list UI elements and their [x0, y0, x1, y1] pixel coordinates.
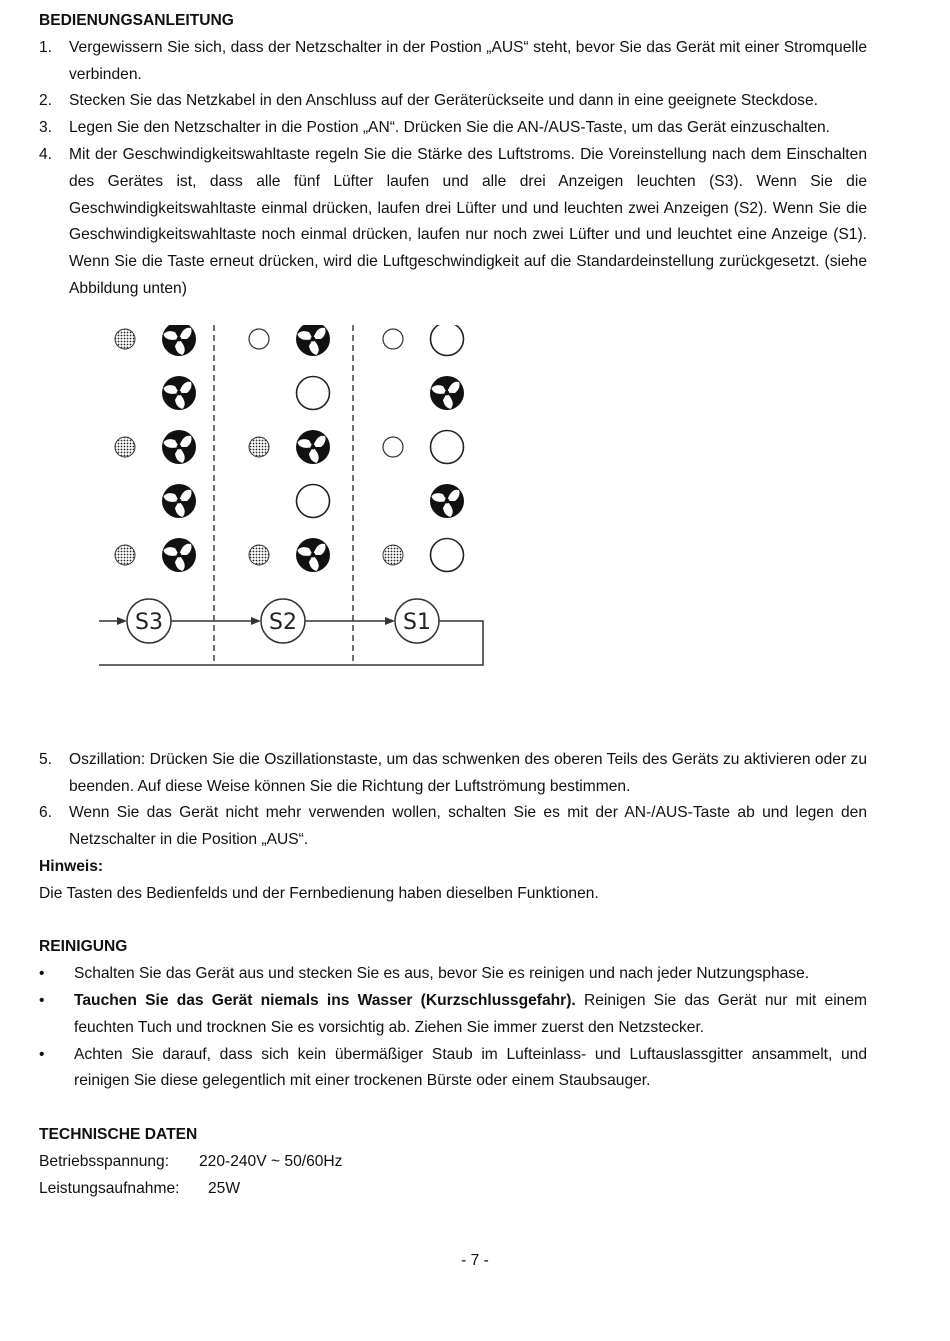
item-plain-text: Achten Sie darauf, dass sich kein übermäßiger Staub im Lufteinlass- und Luftauslassgitter ansammelt, und reinigen Sie diese gelegentlich mit einer trockenen Bürste oder einem Staubsauger.: [74, 1045, 867, 1090]
indicator-on-icon: [115, 329, 135, 349]
indicator-on-icon: [249, 545, 269, 565]
fan-off-ring: [297, 376, 330, 409]
instruction-item-5: [39, 747, 867, 801]
spacer: [39, 908, 867, 935]
arrow-head-icon: [251, 617, 261, 625]
fan-on-icon: [296, 325, 330, 356]
fan-off-ring: [431, 325, 464, 356]
fan-hub: [177, 336, 182, 341]
indicator-on-icon: [383, 545, 403, 565]
fan-hub: [177, 444, 182, 449]
item-number: 6.: [39, 804, 53, 822]
spec-label: Leistungsaufnahme:: [39, 1179, 180, 1197]
speed-state-label: S3: [135, 609, 163, 635]
fan-speed-diagram-svg: [99, 325, 519, 685]
item-bold-text: Tauchen Sie das Gerät niemals ins Wasser (Kurzschlussgefahr).: [74, 991, 576, 1009]
arrow-head-icon: [117, 617, 127, 625]
fan-hub: [177, 552, 182, 557]
instruction-item-1: [39, 35, 867, 89]
indicator-on-icon: [249, 437, 269, 457]
fan-hub: [445, 390, 450, 395]
fan-speed-diagram: [39, 303, 867, 747]
item-text: Legen Sie den Netzschalter in die Postion „AN“. Drücken Sie die AN-/AUS-Taste, um das Gerät einzuschalten.: [69, 119, 831, 137]
instruction-item-3: [39, 115, 867, 142]
spec-value: 25W: [208, 1179, 241, 1197]
fan-hub: [177, 498, 182, 503]
spec-power: [39, 1176, 867, 1203]
fan-on-icon: [162, 484, 196, 518]
fan-off-icon: [297, 376, 330, 409]
section-heading-cleaning: REINIGUNG: [39, 938, 128, 956]
fan-on-icon: [296, 538, 330, 572]
indicator-on-icon: [115, 437, 135, 457]
note-heading: Hinweis:: [39, 857, 104, 875]
fan-off-ring: [431, 430, 464, 463]
indicator-on-icon: [115, 545, 135, 565]
fan-off-icon: [297, 484, 330, 517]
spec-label: Betriebsspannung:: [39, 1152, 170, 1170]
fan-on-icon: [162, 430, 196, 464]
spacer: [39, 1095, 867, 1122]
item-number: 3.: [39, 119, 53, 137]
indicator-off-icon: [383, 329, 403, 349]
item-number: 2.: [39, 92, 53, 110]
item-text: Mit der Geschwindigkeitswahltaste regeln Sie die Stärke des Luftstroms. Die Voreinstellung nach dem Einschalten des Gerätes ist, dass alle fünf Lüfter laufen und alle drei Anzeigen leuchten (S3). Wenn Sie die Geschwindigkeitswahltaste einmal drücken, laufen drei Lüfter und und leuchten zwei Anzeigen (S2). Wenn Sie die Geschwindigkeitswahltaste noch einmal drücken, laufen nur noch zwei Lüfter und und leuchtet eine Anzeige (S1). Wenn Sie die Taste erneut drücken, wird die Luftgeschwindigkeit auf die Standardeinstellung zurückgesetzt. (siehe Abbildung unten): [69, 145, 867, 297]
cleaning-item-1: [39, 961, 867, 988]
instruction-item-2: [39, 88, 867, 115]
fan-on-icon: [162, 376, 196, 410]
item-text: Oszillation: Drücken Sie die Oszillationstaste, um das schwenken des oberen Teils des Geräts zu aktivieren oder zu beenden. Auf diese Weise können Sie die Richtung der Luftströmung bestimmen.: [69, 750, 867, 795]
spec-voltage: [39, 1149, 867, 1176]
fan-hub: [311, 336, 316, 341]
note-text: Die Tasten des Bedienfelds und der Fernbedienung haben dieselben Funktionen.: [39, 884, 599, 902]
page-number: - 7 -: [461, 1252, 489, 1269]
fan-hub: [311, 444, 316, 449]
fan-on-icon: [296, 430, 330, 464]
item-text: [74, 988, 867, 1042]
instruction-item-6: [39, 800, 867, 854]
instruction-item-4: [39, 142, 867, 303]
item-text: [74, 961, 867, 988]
fan-hub: [311, 552, 316, 557]
speed-state-label: S2: [269, 609, 297, 635]
item-text: [74, 1042, 867, 1096]
bullet: •: [39, 991, 45, 1009]
cleaning-item-2: [39, 988, 867, 1042]
fan-on-icon: [162, 538, 196, 572]
spec-value: 220-240V ~ 50/60Hz: [199, 1152, 343, 1170]
manual-page: [39, 8, 867, 1202]
fan-hub: [177, 390, 182, 395]
fan-off-ring: [297, 484, 330, 517]
fan-off-icon: [431, 430, 464, 463]
item-number: 5.: [39, 750, 53, 768]
indicator-off-icon: [249, 329, 269, 349]
item-text: Vergewissern Sie sich, dass der Netzschalter in der Postion „AUS“ steht, bevor Sie das Gerät mit einer Stromquelle verbinden.: [69, 38, 867, 83]
item-plain-text: Reinigen Sie das Gerät nur mit einem feuchten Tuch und trocknen Sie es vorsichtig ab. Ziehen Sie immer zuerst den Netzstecker.: [74, 991, 868, 1036]
arrow-head-icon: [385, 617, 395, 625]
item-text: Stecken Sie das Netzkabel in den Anschluss auf der Geräterückseite und dann in eine geeignete Steckdose.: [69, 92, 818, 110]
cleaning-item-3: [39, 1042, 867, 1096]
item-number: 4.: [39, 145, 53, 163]
bullet: •: [39, 1045, 45, 1063]
section-heading-tech: TECHNISCHE DATEN: [39, 1125, 198, 1143]
item-plain-text: Schalten Sie das Gerät aus und stecken Sie es aus, bevor Sie es reinigen und nach jeder Nutzungsphase.: [74, 965, 810, 983]
fan-on-icon: [430, 376, 464, 410]
fan-off-icon: [431, 538, 464, 571]
fan-off-icon: [431, 325, 464, 356]
fan-hub: [445, 498, 450, 503]
fan-off-ring: [431, 538, 464, 571]
indicator-off-icon: [383, 437, 403, 457]
bullet: •: [39, 965, 45, 983]
item-number: 1.: [39, 38, 53, 56]
speed-state-label: S1: [403, 609, 431, 635]
section-heading-operation: BEDIENUNGSANLEITUNG: [39, 12, 234, 29]
item-text: Wenn Sie das Gerät nicht mehr verwenden wollen, schalten Sie es mit der AN-/AUS-Taste ab und legen den Netzschalter in die Position „AUS“.: [69, 804, 867, 849]
fan-on-icon: [162, 325, 196, 356]
fan-on-icon: [430, 484, 464, 518]
